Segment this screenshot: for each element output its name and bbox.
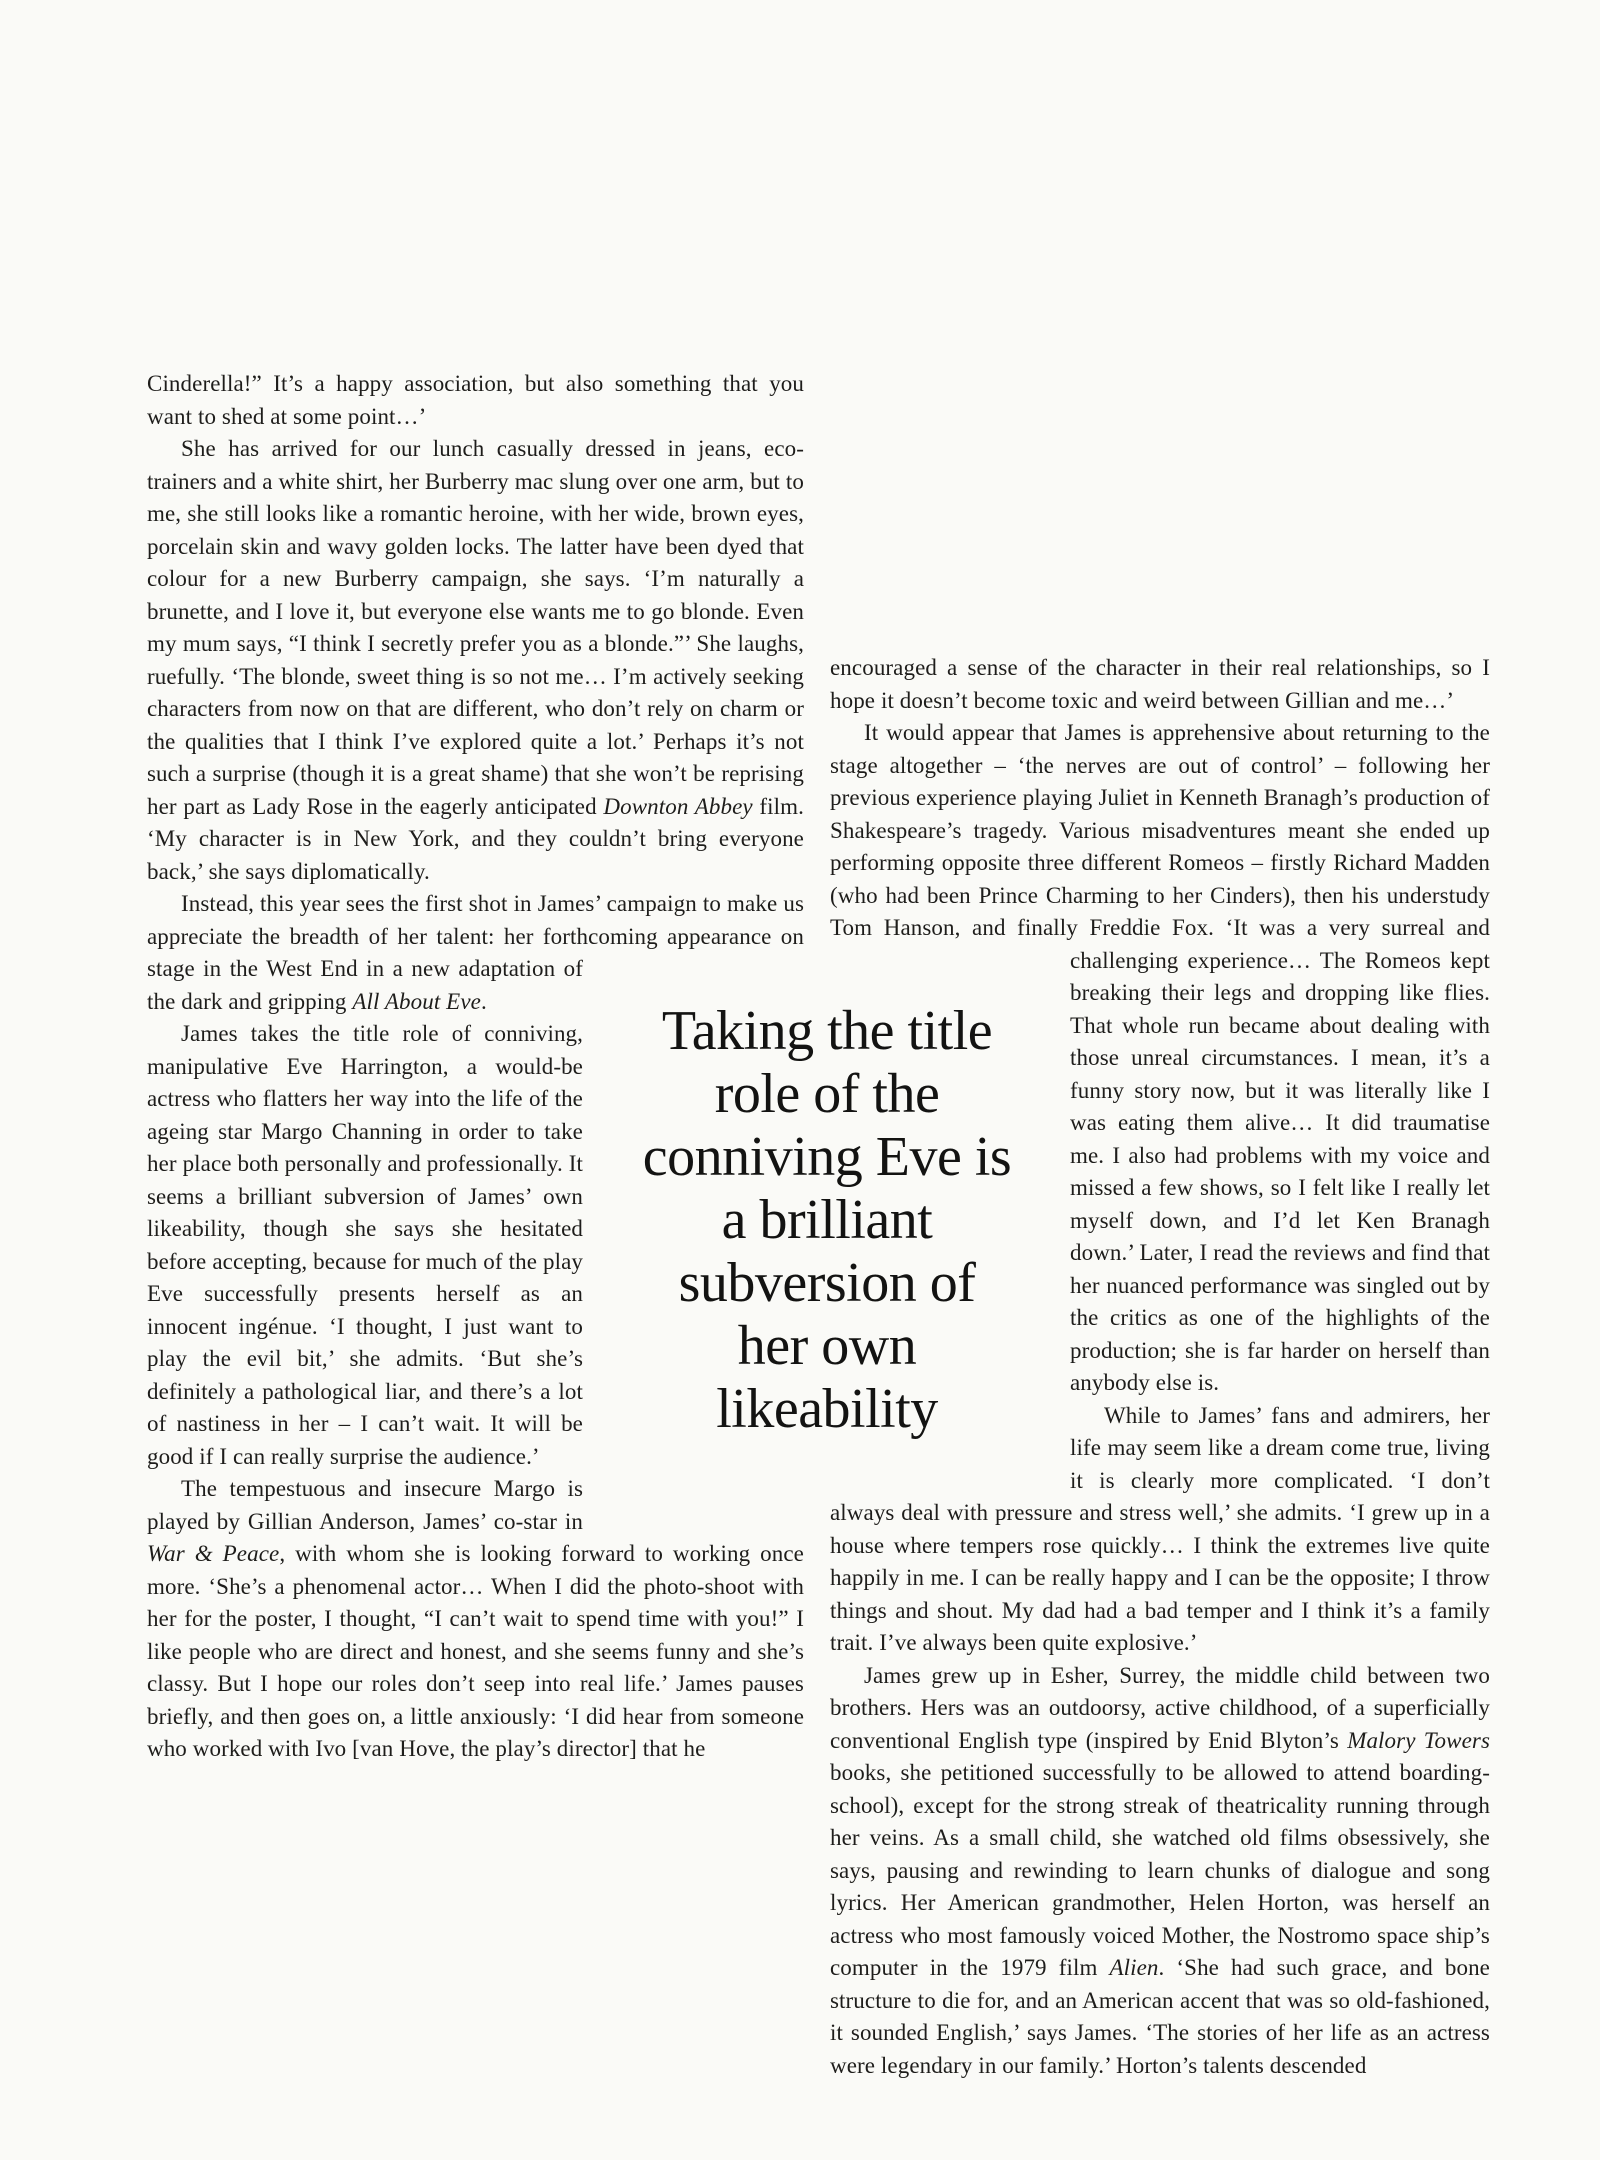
pull-quote-line: likeability xyxy=(716,1378,938,1440)
text-run: Cinderella!” It’s a happy association, but also something that you want to shed at some point…’ xyxy=(147,371,804,429)
pull-quote-line: role of the xyxy=(714,1063,940,1125)
text-run: , with whom she is looking forward to working once more. ‘She’s a phenomenal actor… When I did the photo-shoot with her for the poster, I thought, “I can’t wait to spend time with you!” I like people who are direct and honest, and she seems funny and she’s classy. But I hope our roles don’t seep into real life.’ James pauses briefly, and then goes on, a little anxiously: ‘I did hear from someone who worked with Ivo [van Hove, the play’s director] that he xyxy=(147,1541,804,1761)
italic-title: Malory Towers xyxy=(1347,1727,1490,1753)
text-run: books, she petitioned successfully to be allowed to attend boarding-school), except for the strong streak of theatricality running through her veins. As a small child, she watched old films obsessively, she says, pausing and rewinding to learn chunks of dialogue and song lyrics. Her American grandmother, Helen Horton, was herself an actress who most famously voiced Mother, the Nostromo space ship’s computer in the 1979 film xyxy=(830,1760,1490,1980)
text-run: on stage in the West End in a new adaptation of the dark and gripping xyxy=(147,923,804,1014)
paragraph xyxy=(147,888,804,1018)
italic-title: All About Eve xyxy=(352,988,481,1014)
pull-quote xyxy=(582,1000,1072,1441)
pull-quote-line: a brilliant xyxy=(721,1189,933,1251)
paragraph xyxy=(147,1473,804,1766)
text-run: James grew up in Esher, Surrey, the middle child between two brothers. Hers was an outdoorsy, active childhood, of a superficially conventional English type (inspired by Enid Blyton’s xyxy=(830,1662,1490,1753)
text-run: surreal and challenging experience… The Romeos kept breaking their legs and dropping like flies. That whole run became about dealing with those unreal circumstances. I mean, it’s a funny story now, but it was literally like I was eating them alive… It did traumatise me. I also had problems with my voice and missed a few shows, so I felt like I really let myself down, and I’d let Ken Branagh down.’ Later, I read the reviews and find that her nuanced performance was singled out by the critics as one of the highlights of the production; she is far harder on herself than anybody else is. xyxy=(1070,915,1490,1395)
text-run: While to James’ fans and admirers, her life may seem like a dream come true, living it is clearly more complicated. ‘I don’t always deal with pressure and stress well,’ she admits. ‘I grew up in a house where tempers rose quickly… I think the extremes live quite happily in me. I can be really happy and I can be the opposite; I throw things and shout. My dad had a bad temper and I think it’s a family trait. I’ve always been quite explosive.’ xyxy=(830,1402,1490,1655)
italic-title: Alien xyxy=(1109,1955,1159,1980)
text-run: encouraged a sense of the character in their real relationships, so I hope it doesn’t become toxic and weird between Gillian and me…’ xyxy=(830,655,1490,713)
text-run: She has arrived for our lunch casually dressed in jeans, eco-trainers and a white shirt, her Burberry mac slung over one arm, but to me, she still looks like a romantic heroine, with her wide, brown eyes, porcelain skin and wavy golden locks. The latter have been dyed that colour for a new Burberry campaign, she says. ‘I’m naturally a brunette, and I love it, but everyone else wants me to go blonde. Even my mum says, “I think I secretly prefer you as a blonde.”’ She laughs, ruefully. ‘The blonde, sweet thing is so not me… I’m actively seeking characters from now on that are different, who don’t rely on charm or the qualities that I think I’ve explored quite a lot.’ Perhaps it’s not such a surprise (though it is a great shame) that she won’t be reprising her part as Lady Rose in the eagerly anticipated xyxy=(147,436,804,819)
paragraph xyxy=(830,652,1490,717)
italic-title: Downton Abbey xyxy=(603,793,753,819)
pull-quote-line: her own xyxy=(737,1315,917,1377)
text-run: . xyxy=(480,988,487,1014)
paragraph xyxy=(147,368,804,433)
text-run: It would appear that James is apprehensive about returning to the stage altogether – ‘the nerves are out of control’ – following her previous experience playing Juliet in Kenneth Branagh’s production of Shakespeare’s tragedy. Various misadventures meant she ended up performing opposite three different Romeos – firstly Richard Madden (who had been Prince Charming to her Cinders), then his understudy Tom Hanson, and finally Freddie Fox. ‘It was a very xyxy=(830,720,1490,940)
text-run: . ‘She had such grace, and bone structure to die for, and an American accent that was so old-fashioned, it sounded English,’ says James. ‘The stories of her life as an actress were legendary in our family.’ Horton’s talents descended xyxy=(830,1955,1490,2078)
pull-quote-line: Taking the title xyxy=(661,1000,993,1062)
paragraph xyxy=(147,433,804,888)
pull-quote-line: conniving Eve is xyxy=(642,1126,1012,1188)
text-run: Instead, this year sees the first shot in James’ campaign to make us appreciate the breadth of her talent: her forthcoming appearance xyxy=(147,891,804,949)
italic-title: War & Peace xyxy=(147,1541,280,1566)
text-run: James takes the title role of conniving, manipulative Eve Harrington, a would-be actress who flatters her way into the life of the ageing star Margo Channing in order to take her place both personally and professionally. It seems a brilliant subversion of James’ own likeability, though she says she hesitated before accepting, because for much of the play Eve successfully presents herself as an innocent ingénue. ‘I thought, I just want to play the evil bit,’ she admits. ‘But she’s definitely a pathological liar, and there’s a lot of nastiness in her – I can’t wait. It will be good if I can really surprise the audience.’ xyxy=(147,1021,583,1469)
pull-quote-line: subversion of xyxy=(678,1252,976,1314)
text-run: film. ‘My character is in New York, and they couldn’t bring everyone back,’ she says diplomatically. xyxy=(147,793,804,884)
text-run: The tempestuous and insecure Margo is played by Gillian Anderson, James’ co-star in xyxy=(147,1476,583,1534)
paragraph xyxy=(830,1660,1490,2083)
